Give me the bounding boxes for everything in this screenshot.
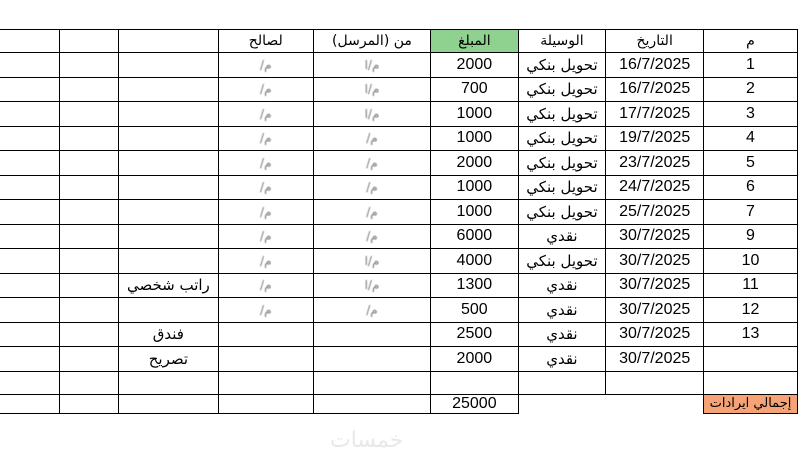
amount-cell: 2000	[431, 151, 518, 176]
from-cell: م/	[313, 200, 430, 225]
to-cell: م/	[218, 77, 313, 102]
index-cell: 10	[704, 249, 798, 274]
table-row	[0, 224, 798, 249]
method-cell: نقدي	[518, 273, 606, 298]
from-cell	[313, 322, 430, 347]
note-header	[118, 30, 218, 53]
empty-cell	[59, 77, 118, 102]
table-row	[0, 175, 798, 200]
table-row	[0, 347, 798, 372]
empty-cell	[606, 394, 704, 413]
empty-cell	[118, 371, 218, 394]
empty-cell	[0, 298, 59, 323]
table-row	[0, 151, 798, 176]
from-cell: م/ا	[313, 53, 430, 78]
empty-cell	[218, 394, 313, 413]
to-cell: م/	[218, 53, 313, 78]
method-cell: تحويل بنكي	[518, 77, 606, 102]
empty-cell	[0, 371, 59, 394]
from-cell: م/	[313, 175, 430, 200]
date-cell: 17/7/2025	[606, 102, 704, 127]
index-cell: 5	[704, 151, 798, 176]
amount-cell: 500	[431, 298, 518, 323]
method-cell: نقدي	[518, 322, 606, 347]
note-cell	[118, 298, 218, 323]
table-row	[0, 77, 798, 102]
empty-cell	[59, 224, 118, 249]
extra-col-header	[0, 30, 59, 53]
amount-cell: 4000	[431, 249, 518, 274]
to-cell: م/	[218, 249, 313, 274]
index-cell: 1	[704, 53, 798, 78]
note-cell	[118, 175, 218, 200]
index-header: م	[704, 30, 798, 53]
from-cell: م/	[313, 151, 430, 176]
amount-cell: 2500	[431, 322, 518, 347]
empty-cell	[0, 53, 59, 78]
empty-cell	[59, 273, 118, 298]
method-cell: تحويل بنكي	[518, 175, 606, 200]
empty-cell	[59, 322, 118, 347]
empty-cell	[704, 371, 798, 394]
index-cell: 13	[704, 322, 798, 347]
header-row	[0, 30, 798, 53]
revenue-table	[0, 29, 798, 414]
empty-cell	[313, 394, 430, 413]
from-cell: م/ا	[313, 273, 430, 298]
amount-cell: 1000	[431, 102, 518, 127]
amount-cell: 6000	[431, 224, 518, 249]
to-cell	[218, 347, 313, 372]
empty-cell	[0, 175, 59, 200]
empty-cell	[59, 200, 118, 225]
table-row	[0, 249, 798, 274]
to-cell: م/	[218, 273, 313, 298]
from-cell: م/	[313, 224, 430, 249]
date-cell: 16/7/2025	[606, 77, 704, 102]
note-cell	[118, 249, 218, 274]
note-cell	[118, 224, 218, 249]
amount-cell: 1000	[431, 175, 518, 200]
empty-cell	[0, 102, 59, 127]
note-cell	[118, 200, 218, 225]
empty-row	[0, 371, 798, 394]
empty-cell	[0, 224, 59, 249]
to-cell: م/	[218, 200, 313, 225]
note-cell	[118, 102, 218, 127]
to-cell: م/	[218, 175, 313, 200]
note-cell: راتب شخصي	[118, 273, 218, 298]
empty-cell	[59, 371, 118, 394]
empty-cell	[0, 77, 59, 102]
date-cell: 23/7/2025	[606, 151, 704, 176]
note-cell: فندق	[118, 322, 218, 347]
empty-cell	[59, 249, 118, 274]
to-cell: م/	[218, 126, 313, 151]
index-cell	[704, 347, 798, 372]
method-cell: تحويل بنكي	[518, 249, 606, 274]
total-label: إجمالي ايرادات	[704, 394, 798, 413]
method-cell: تحويل بنكي	[518, 126, 606, 151]
empty-cell	[59, 175, 118, 200]
method-cell: تحويل بنكي	[518, 53, 606, 78]
table-row	[0, 298, 798, 323]
empty-cell	[59, 53, 118, 78]
empty-cell	[431, 371, 518, 394]
amount-header: المبلغ	[431, 30, 518, 53]
date-cell: 30/7/2025	[606, 224, 704, 249]
total-row	[0, 394, 798, 413]
from-cell: م/ا	[313, 249, 430, 274]
note-cell	[118, 77, 218, 102]
index-cell: 9	[704, 224, 798, 249]
from-cell: م/	[313, 298, 430, 323]
amount-cell: 2000	[431, 53, 518, 78]
date-cell: 25/7/2025	[606, 200, 704, 225]
empty-cell	[59, 347, 118, 372]
table-row	[0, 102, 798, 127]
from-cell: م/ا	[313, 102, 430, 127]
index-cell: 11	[704, 273, 798, 298]
empty-cell	[518, 394, 606, 413]
method-cell: نقدي	[518, 224, 606, 249]
method-cell: تحويل بنكي	[518, 102, 606, 127]
from-cell: م/	[313, 126, 430, 151]
total-amount: 25000	[431, 394, 518, 413]
date-cell: 19/7/2025	[606, 126, 704, 151]
empty-cell	[0, 273, 59, 298]
index-cell: 7	[704, 200, 798, 225]
date-cell: 30/7/2025	[606, 347, 704, 372]
date-cell: 30/7/2025	[606, 273, 704, 298]
from-cell	[313, 347, 430, 372]
watermark-logo: خمسات	[330, 428, 404, 453]
empty-cell	[518, 371, 606, 394]
empty-cell	[313, 371, 430, 394]
empty-cell	[59, 298, 118, 323]
method-cell: تحويل بنكي	[518, 200, 606, 225]
index-cell: 4	[704, 126, 798, 151]
table-row	[0, 273, 798, 298]
to-cell: م/	[218, 102, 313, 127]
empty-cell	[606, 371, 704, 394]
table-row	[0, 126, 798, 151]
amount-cell: 2000	[431, 347, 518, 372]
empty-cell	[118, 394, 218, 413]
index-cell: 2	[704, 77, 798, 102]
index-cell: 3	[704, 102, 798, 127]
to-cell	[218, 322, 313, 347]
empty-cell	[59, 126, 118, 151]
table-row	[0, 53, 798, 78]
note-cell	[118, 151, 218, 176]
note-cell: تصريح	[118, 347, 218, 372]
date-cell: 30/7/2025	[606, 249, 704, 274]
empty-cell	[0, 200, 59, 225]
to-cell: م/	[218, 224, 313, 249]
empty-cell	[59, 394, 118, 413]
date-cell: 24/7/2025	[606, 175, 704, 200]
date-cell: 30/7/2025	[606, 322, 704, 347]
from-header: من (المرسل)	[313, 30, 430, 53]
to-cell: م/	[218, 298, 313, 323]
empty-cell	[0, 322, 59, 347]
amount-cell: 1000	[431, 200, 518, 225]
empty-cell	[218, 371, 313, 394]
empty-cell	[0, 126, 59, 151]
method-cell: نقدي	[518, 298, 606, 323]
empty-cell	[59, 151, 118, 176]
note-cell	[118, 53, 218, 78]
amount-cell: 1000	[431, 126, 518, 151]
note-cell	[118, 126, 218, 151]
empty-cell	[0, 249, 59, 274]
date-cell: 16/7/2025	[606, 53, 704, 78]
empty-cell	[0, 151, 59, 176]
empty-cell	[59, 102, 118, 127]
index-cell: 6	[704, 175, 798, 200]
method-header: الوسيلة	[518, 30, 606, 53]
amount-cell: 1300	[431, 273, 518, 298]
index-cell: 12	[704, 298, 798, 323]
amount-cell: 700	[431, 77, 518, 102]
empty-cell	[0, 347, 59, 372]
table-row	[0, 200, 798, 225]
from-cell: م/ا	[313, 77, 430, 102]
method-cell: نقدي	[518, 347, 606, 372]
date-cell: 30/7/2025	[606, 298, 704, 323]
method-cell: تحويل بنكي	[518, 151, 606, 176]
extra-col-header-2	[59, 30, 118, 53]
to-cell: م/	[218, 151, 313, 176]
empty-cell	[0, 394, 59, 413]
date-header: التاريخ	[606, 30, 704, 53]
to-header: لصالح	[218, 30, 313, 53]
table-row	[0, 322, 798, 347]
